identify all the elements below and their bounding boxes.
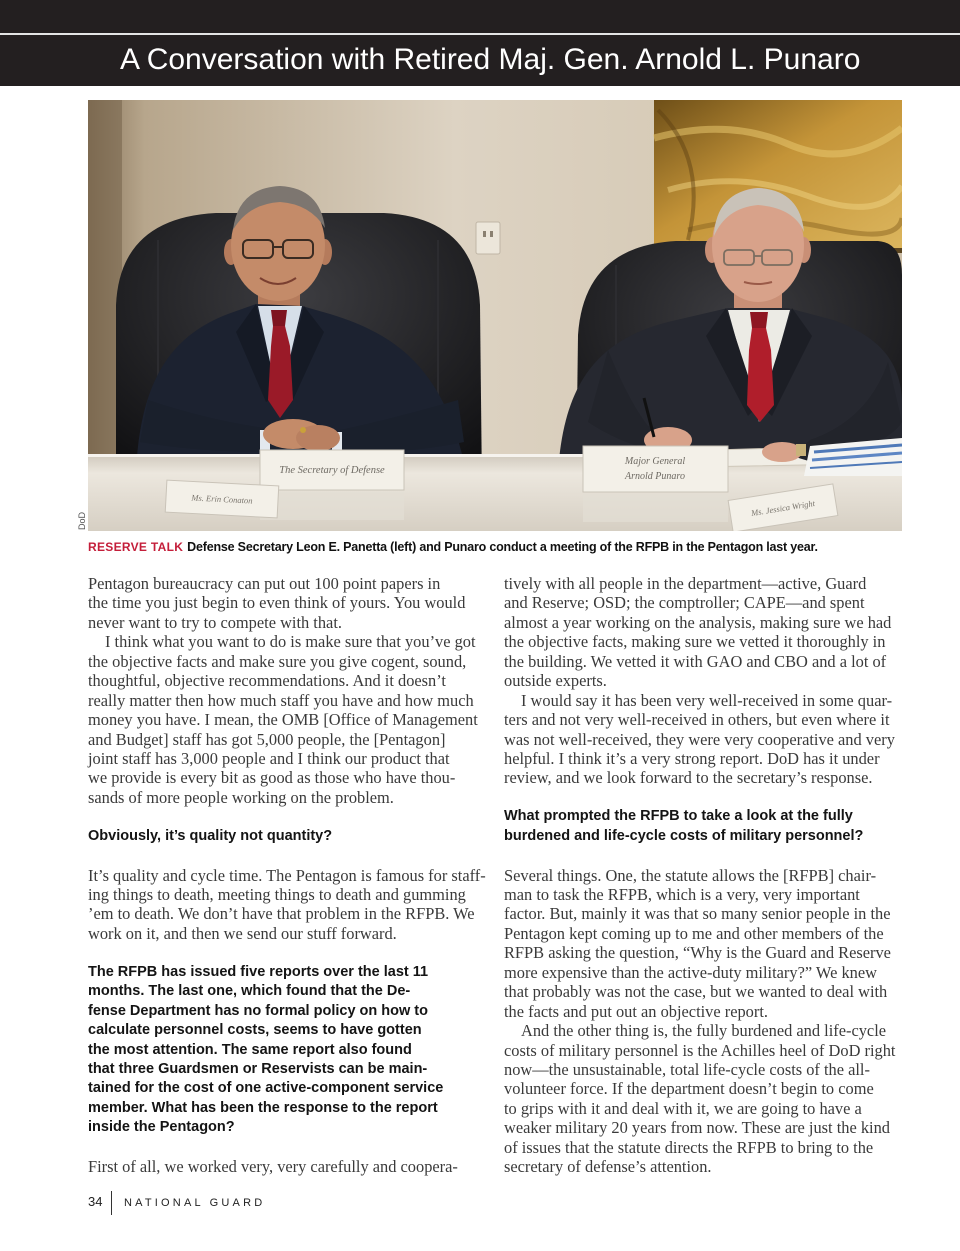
placard-text: Ms. Jessica Wright bbox=[750, 498, 816, 518]
meeting-photo bbox=[88, 100, 902, 531]
text-line: burdened and life-cycle costs of military personnel? bbox=[504, 827, 864, 844]
text-line: Obviously, it’s quality not quantity? bbox=[88, 827, 333, 844]
text-line: I think what you want to do is make sure that you’ve got bbox=[105, 632, 476, 652]
photo-credit: DoD bbox=[77, 512, 87, 531]
outlet-slot bbox=[483, 231, 486, 237]
text-line: Several things. One, the statute allows the [RFPB] chair- bbox=[504, 865, 877, 885]
text-line: weaker military 20 years from now. These are just the kind bbox=[504, 1118, 890, 1138]
body-paragraph bbox=[504, 1021, 909, 1177]
text-line: the objective facts, making sure we vetted it thoroughly in bbox=[504, 632, 886, 652]
placard-secretary bbox=[260, 450, 404, 520]
placard-reflection bbox=[583, 494, 728, 522]
text-line: never want to try to compete with that. bbox=[88, 612, 342, 632]
text-line: I would say it has been very well-received in some quar- bbox=[521, 690, 893, 710]
text-line: ing things to death, meeting things to death and gumming bbox=[88, 885, 466, 904]
text-line: tained for the cost of one active-component service bbox=[88, 1080, 444, 1097]
text-line: secretary of defense’s attention. bbox=[504, 1157, 712, 1177]
body-paragraph bbox=[504, 574, 909, 691]
interview-question bbox=[88, 963, 493, 1138]
text-line: more expensive than the active-duty military?” We knew bbox=[504, 962, 877, 982]
body-paragraph bbox=[88, 632, 493, 807]
placard-card bbox=[583, 446, 728, 492]
photo-caption bbox=[88, 539, 818, 555]
text-line: and Budget] staff has got 5,000 people, the [Pentagon] bbox=[88, 729, 446, 749]
text-line: ters and not very well-received in others, but even where it bbox=[504, 710, 890, 730]
text-line: almost a year working on the analysis, making sure we had bbox=[504, 612, 892, 632]
text-line: that three Guardsmen or Reservists can be main- bbox=[88, 1060, 428, 1077]
right-column bbox=[504, 574, 909, 1177]
body-paragraph bbox=[88, 574, 493, 632]
text-line: What prompted the RFPB to take a look at the fully bbox=[504, 808, 853, 825]
text-line: The RFPB has issued five reports over the last 11 bbox=[88, 963, 429, 980]
text-line: we provide is every bit as good as those who have thou- bbox=[88, 768, 456, 788]
text-line: ’em to death. We don’t have that problem in the RFPB. We bbox=[88, 904, 475, 924]
placard-text: Arnold Punaro bbox=[625, 471, 685, 482]
page-number: 34 bbox=[88, 1194, 103, 1209]
outlet-plate bbox=[476, 222, 500, 254]
text-line: the most attention. The same report also found bbox=[88, 1041, 412, 1058]
text-line: months. The last one, which found that the De- bbox=[88, 983, 411, 1000]
article-title: A Conversation with Retired Maj. Gen. Arnold L. Punaro bbox=[120, 43, 861, 76]
text-line: factor. But, mainly it was that so many senior people in the bbox=[504, 904, 891, 924]
placard-reflection bbox=[260, 492, 404, 520]
meeting-photo-art bbox=[88, 100, 902, 531]
text-line: joint staff has 3,000 people and I think our product that bbox=[88, 748, 450, 768]
text-line: Pentagon kept coming up to me and other members of the bbox=[504, 923, 884, 943]
footer-divider bbox=[111, 1191, 112, 1215]
tie-knot bbox=[271, 310, 287, 326]
text-line: and Reserve; OSD; the comptroller; CAPE—and spent bbox=[504, 593, 865, 613]
text-line: helpful. I think it’s a very strong report. DoD has it under bbox=[504, 748, 880, 768]
text-line: It’s quality and cycle time. The Pentagon is famous for staff- bbox=[88, 865, 486, 885]
text-line: inside the Pentagon? bbox=[88, 1119, 235, 1136]
text-line: to grips with it and deal with it, we are going to have a bbox=[504, 1098, 862, 1118]
wristwatch bbox=[796, 444, 806, 456]
text-line: the building. We vetted it with GAO and CBO and a lot of bbox=[504, 651, 887, 671]
text-line: volunteer force. If the department doesn’t begin to come bbox=[504, 1079, 874, 1099]
text-line: Pentagon bureaucracy can put out 100 point papers in bbox=[88, 574, 441, 593]
text-line: money you have. I mean, the OMB [Office of Management bbox=[88, 710, 478, 730]
body-paragraph bbox=[88, 866, 493, 944]
text-line: now—the unsustainable, total life-cycle costs of the all- bbox=[504, 1059, 870, 1079]
text-line: First of all, we worked very, very carefully and coopera- bbox=[88, 1157, 458, 1177]
text-line: the facts and put out an objective report. bbox=[504, 1001, 768, 1021]
text-line: tively with all people in the department—active, Guard bbox=[504, 574, 867, 593]
text-line: thoughtful, objective recommendations. And it doesn’t bbox=[88, 671, 446, 691]
placard-text: The Secretary of Defense bbox=[279, 465, 385, 476]
text-line: RFPB asking the question, “Why is the Guard and Reserve bbox=[504, 943, 891, 963]
publication-name: NATIONAL GUARD bbox=[124, 1197, 266, 1209]
text-line: calculate personnel costs, seems to have gotten bbox=[88, 1022, 422, 1039]
ring bbox=[300, 427, 306, 433]
wall-outlet bbox=[476, 222, 500, 254]
text-line: outside experts. bbox=[504, 671, 607, 691]
caption-text: Defense Secretary Leon E. Panetta (left) and Punaro conduct a meeting of the RFPB in the Pentagon last year. bbox=[187, 540, 818, 554]
text-line: really matter then how much staff you have and how much bbox=[88, 690, 474, 710]
outlet-slot bbox=[490, 231, 493, 237]
text-line: costs of military personnel is the Achilles heel of DoD right bbox=[504, 1040, 896, 1060]
text-line: review, and we look forward to the secretary’s response. bbox=[504, 768, 873, 788]
text-line: sands of more people working on the problem. bbox=[88, 787, 394, 807]
placard-text: Major General bbox=[624, 456, 686, 467]
caption-label: RESERVE TALK bbox=[88, 540, 184, 554]
body-paragraph bbox=[504, 866, 909, 1022]
interview-question bbox=[504, 807, 909, 846]
left-column bbox=[88, 574, 493, 1177]
placard-left-front bbox=[165, 480, 279, 518]
text-line: member. What has been the response to the report bbox=[88, 1099, 438, 1116]
text-line: the objective facts and make sure you give cogent, sound, bbox=[88, 651, 467, 671]
text-line: man to task the RFPB, which is a very, very important bbox=[504, 885, 860, 904]
text-line: that probably was not the case, but we wanted to deal with bbox=[504, 982, 888, 1002]
interview-question bbox=[88, 827, 493, 846]
tie-knot bbox=[750, 312, 768, 328]
body-paragraph bbox=[88, 1157, 493, 1176]
banner-rule bbox=[0, 33, 960, 35]
text-line: the time you just begin to even think of yours. You would bbox=[88, 593, 466, 613]
text-line: And the other thing is, the fully burdened and life-cycle bbox=[521, 1021, 887, 1041]
body-paragraph bbox=[504, 691, 909, 788]
text-line: fense Department has no formal policy on how to bbox=[88, 1002, 428, 1019]
text-line: work on it, and then we send our stuff forward. bbox=[88, 923, 397, 943]
text-line: of issues that the statute directs the RFPB to bring to the bbox=[504, 1137, 874, 1157]
placard-text: Ms. Erin Conaton bbox=[191, 492, 253, 506]
placard-punaro bbox=[583, 446, 728, 522]
text-line: was not well-received, they were very cooperative and very bbox=[504, 729, 895, 749]
